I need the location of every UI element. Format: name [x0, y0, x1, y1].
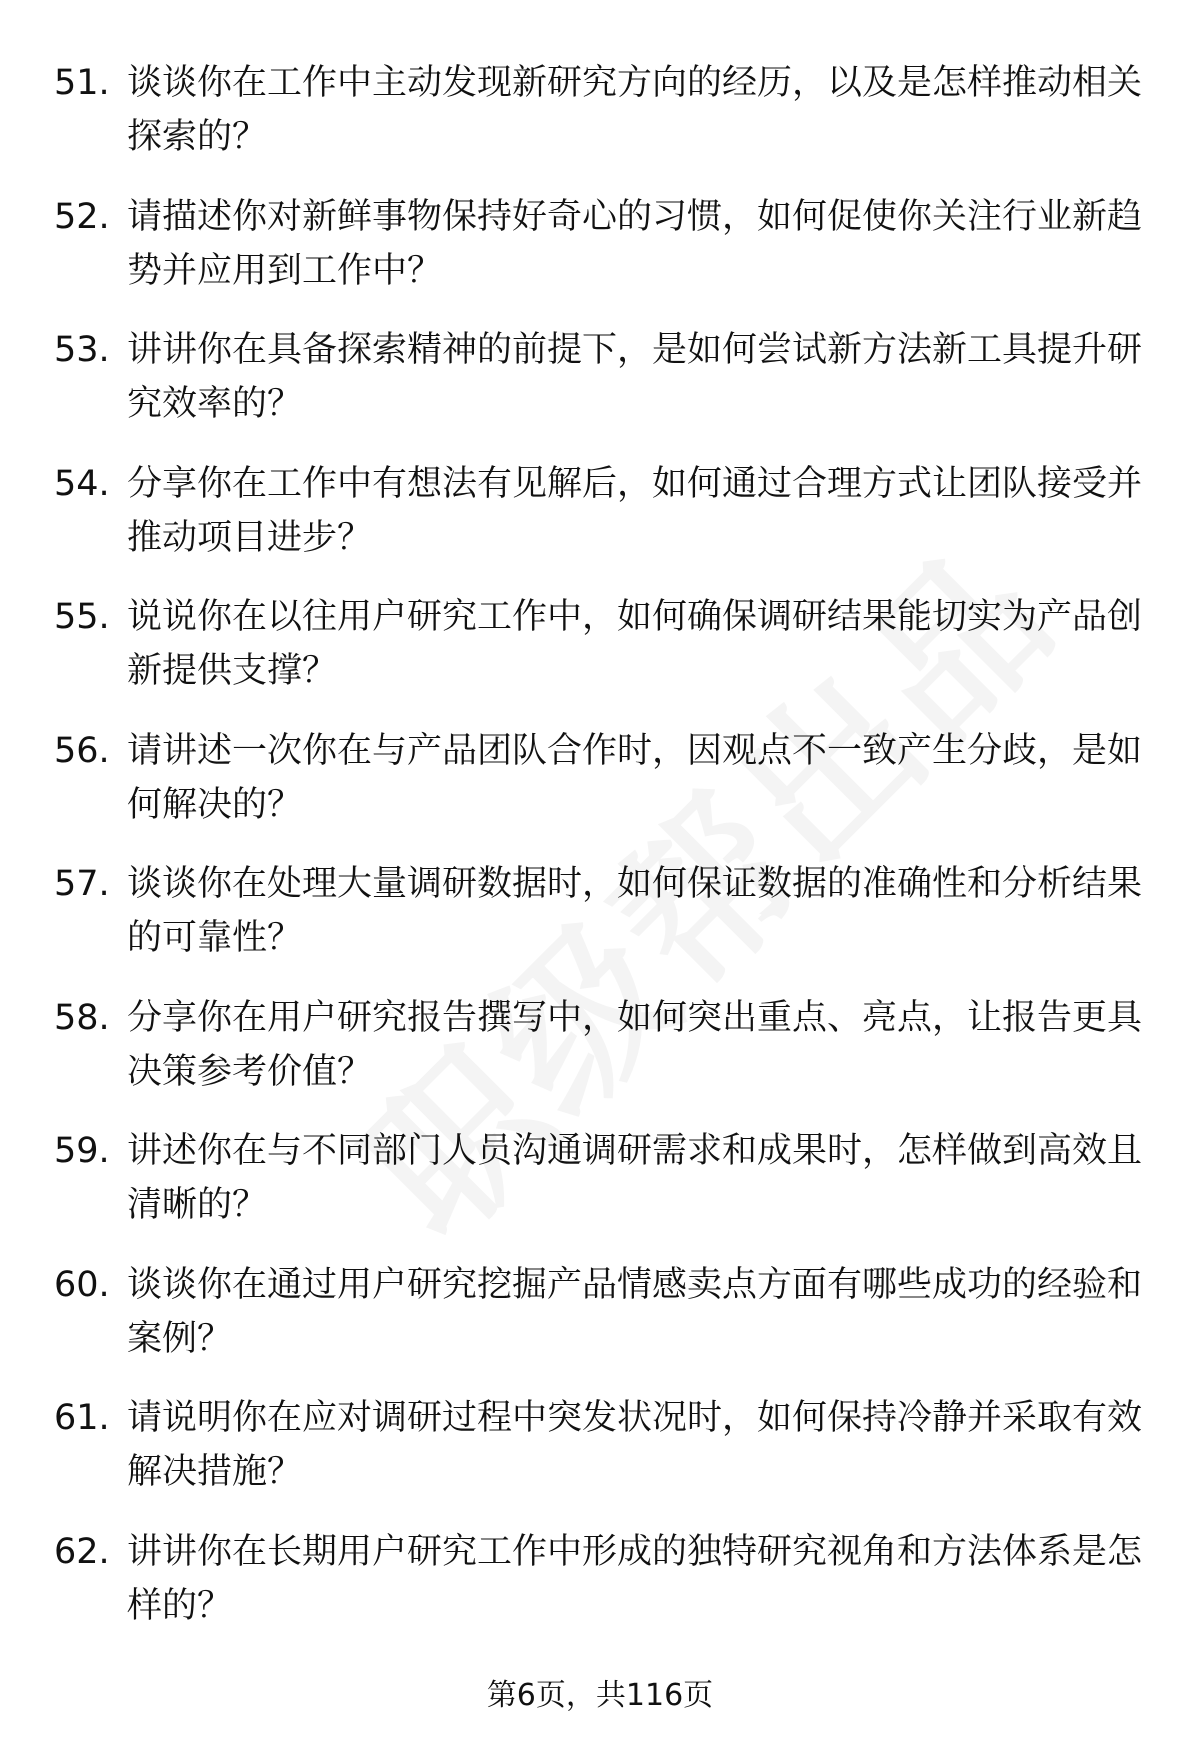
question-item [54, 56, 1154, 190]
question-item [54, 857, 1154, 991]
question-number: 60. [54, 1264, 110, 1305]
question-item [54, 1124, 1154, 1258]
question-text: 分享你在用户研究报告撰写中，如何突出重点、亮点，让报告更具决策参考价值？ [127, 997, 1143, 1092]
question-text: 讲讲你在长期用户研究工作中形成的独特研究视角和方法体系是怎样的？ [127, 1531, 1143, 1626]
question-text: 讲讲你在具备探索精神的前提下，是如何尝试新方法新工具提升研究效率的？ [127, 330, 1143, 424]
question-text: 请讲述一次你在与产品团队合作时，因观点不一致产生分歧，是如何解决的？ [127, 730, 1143, 825]
question-text: 谈谈你在通过用户研究挖掘产品情感卖点方面有哪些成功的经验和案例？ [127, 1264, 1143, 1359]
question-number: 58. [54, 997, 110, 1038]
question-text: 分享你在工作中有想法有见解后，如何通过合理方式让团队接受并推动项目进步？ [127, 463, 1143, 558]
question-item [54, 1525, 1154, 1659]
question-number: 51. [54, 63, 110, 103]
question-item [54, 991, 1154, 1125]
question-number: 53. [54, 330, 110, 370]
question-text: 谈谈你在处理大量调研数据时，如何保证数据的准确性和分析结果的可靠性？ [127, 864, 1143, 958]
question-item [54, 457, 1154, 591]
question-number: 61. [54, 1398, 110, 1438]
question-number: 55. [54, 597, 110, 637]
question-number: 62. [54, 1531, 110, 1572]
question-number: 59. [54, 1131, 110, 1171]
question-item [54, 1391, 1154, 1525]
question-number: 54. [54, 463, 110, 504]
question-text: 请描述你对新鲜事物保持好奇心的习惯，如何促使你关注行业新趋势并应用到工作中？ [127, 196, 1143, 291]
question-text: 讲述你在与不同部门人员沟通调研需求和成果时，怎样做到高效且清晰的？ [127, 1131, 1143, 1225]
question-text: 说说你在以往用户研究工作中，如何确保调研结果能切实为产品创新提供支撑？ [127, 597, 1143, 691]
question-text: 请说明你在应对调研过程中突发状况时，如何保持冷静并采取有效解决措施？ [127, 1398, 1143, 1492]
question-number: 52. [54, 196, 110, 237]
question-item [54, 1258, 1154, 1392]
question-item [54, 323, 1154, 457]
question-number: 56. [54, 730, 110, 771]
question-list [54, 56, 1154, 1658]
page-footer: 第6页，共116页 [486, 1678, 714, 1713]
question-number: 57. [54, 864, 110, 904]
question-item [54, 590, 1154, 724]
question-item [54, 190, 1154, 324]
question-item [54, 724, 1154, 858]
question-text: 谈谈你在工作中主动发现新研究方向的经历，以及是怎样推动相关探索的？ [127, 63, 1143, 157]
